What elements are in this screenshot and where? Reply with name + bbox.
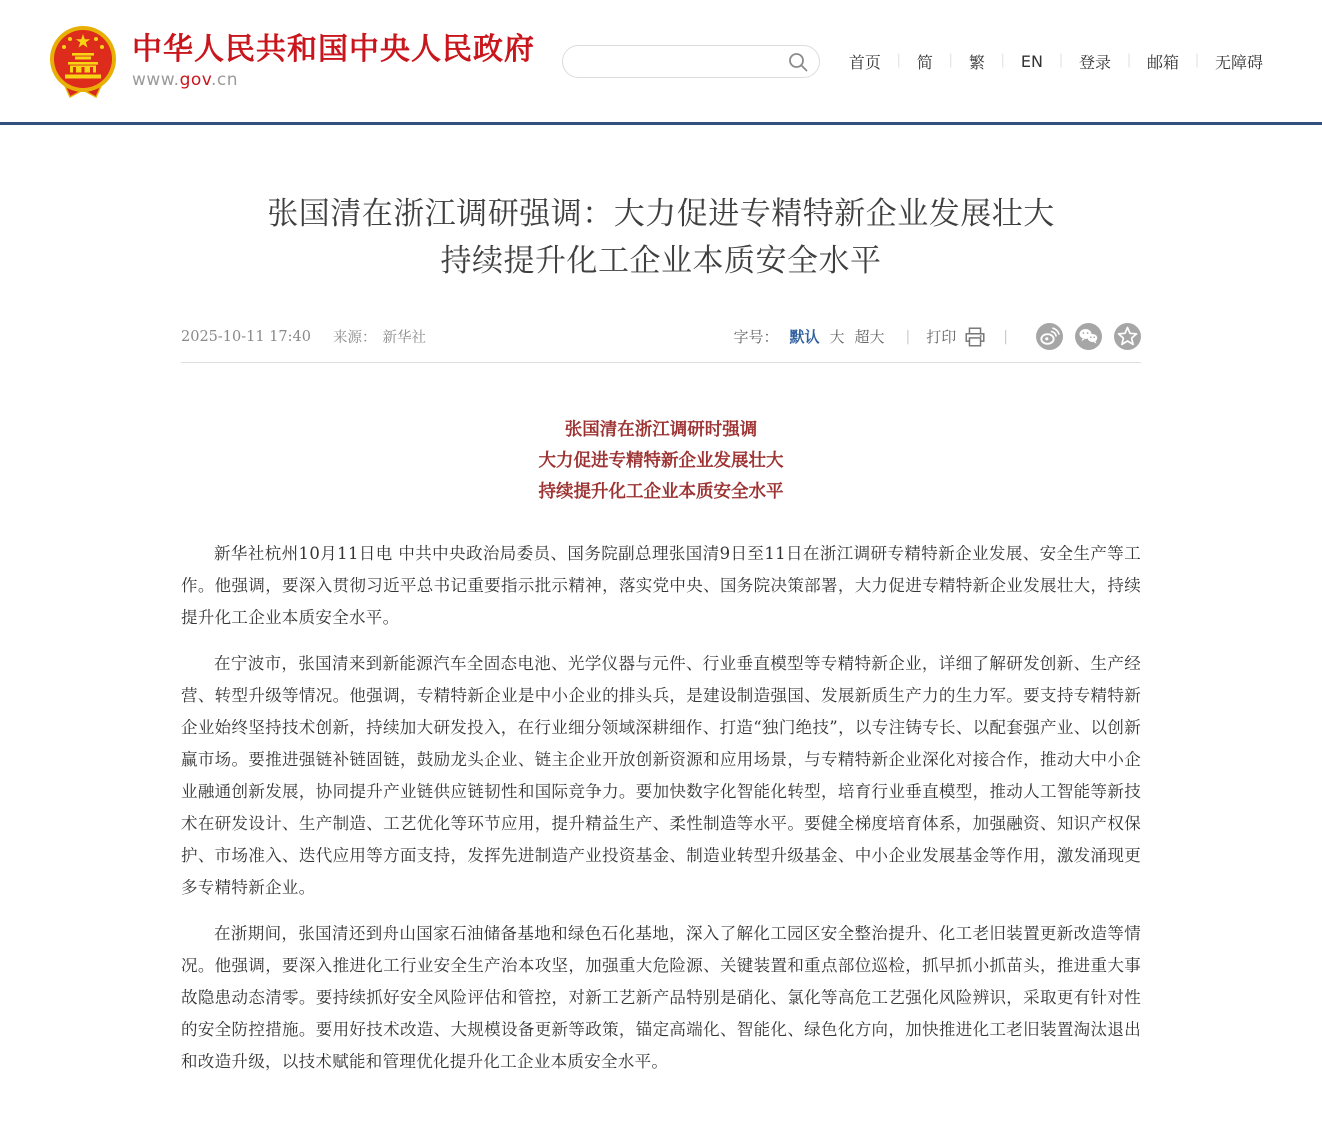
article-meta — [181, 326, 426, 347]
site-header — [0, 0, 1322, 125]
font-size-label: 字号： — [733, 328, 779, 346]
top-nav — [838, 50, 1274, 73]
article-meta-row — [181, 323, 1141, 350]
article-paragraph: 新华社杭州10月11日电 中共中央政治局委员、国务院副总理张国清9日至11日在浙江调研专精特新企业发展、安全生产等工作。他强调，要深入贯彻习近平总书记重要指示批示精神，落实党中央、国务院决策部署，大力促进专精特新企业发展壮大，持续提升化工企业本质安全水平。 — [181, 544, 1141, 627]
nav-separator: ｜ — [891, 54, 906, 70]
nav-separator: ｜ — [943, 54, 958, 70]
site-url: www.gov.cn — [132, 69, 239, 90]
font-size-xlarge-button[interactable]: 超大 — [854, 328, 885, 346]
search-icon[interactable] — [787, 51, 809, 73]
nav-separator: ｜ — [1189, 54, 1204, 70]
article-paragraph: 在浙期间，张国清还到舟山国家石油储备基地和绿色石化基地，深入了解化工园区安全整治提升、化工老旧装置更新改造等情况。他强调，要深入推进化工行业安全生产治本攻坚，加强重大危险源、关键装置和重点部位巡检，抓早抓小抓苗头，推进重大事故隐患动态清零。要持续抓好安全风险评估和管控，对新工艺新产品特别是硝化、氯化等高危工艺强化风险辨识，采取更有针对性的安全防控措施。要用好技术改造、大规模设备更新等政策，锚定高端化、智能化、绿色化方向，加快推进化工老旧装置淘汰退出和改造升级，以技术赋能和管理优化提升化工企业本质安全水平。 — [181, 924, 1141, 1071]
publish-date: 2025-10-11 17:40 — [181, 328, 311, 345]
share-wechat-icon[interactable] — [1075, 323, 1102, 350]
search-input[interactable] — [579, 47, 789, 76]
nav-simplified-chinese[interactable]: 简 — [916, 52, 933, 72]
source-label: 来源： — [333, 330, 377, 346]
site-title: 中华人民共和国中央人民政府 — [132, 31, 535, 67]
nav-separator: ｜ — [995, 54, 1010, 70]
nav-mail[interactable]: 邮箱 — [1146, 52, 1179, 72]
article-body — [181, 415, 1141, 1078]
share-weibo-icon[interactable] — [1036, 323, 1063, 350]
article-subheading: 持续提升化工企业本质安全水平 — [538, 482, 784, 502]
toolbar-separator: | — [1003, 328, 1008, 345]
article-toolbar — [733, 323, 1141, 350]
font-size-default-button[interactable]: 默认 — [789, 328, 820, 346]
article-subheading: 大力促进专精特新企业发展壮大 — [538, 451, 784, 471]
nav-english[interactable]: EN — [1020, 51, 1043, 71]
site-brand[interactable] — [48, 23, 535, 99]
nav-traditional-chinese[interactable]: 繁 — [968, 52, 985, 72]
nav-accessibility[interactable]: 无障碍 — [1214, 52, 1263, 72]
printer-icon — [963, 325, 987, 349]
nav-separator: ｜ — [1053, 54, 1068, 70]
nav-separator: ｜ — [1121, 54, 1136, 70]
share-qzone-star-icon[interactable] — [1114, 323, 1141, 350]
article-subheading: 张国清在浙江调研时强调 — [564, 420, 758, 440]
share-buttons — [1024, 323, 1141, 350]
article-paragraph: 在宁波市，张国清来到新能源汽车全固态电池、光学仪器与元件、行业垂直模型等专精特新企业，详细了解研发创新、生产经营、转型升级等情况。他强调，专精特新企业是中小企业的排头兵，是建设制造强国、发展新质生产力的生力军。要支持专精特新企业始终坚持技术创新，持续加大研发投入，在行业细分领域深耕细作、打造“独门绝技”，以专注铸专长、以配套强产业、以创新赢市场。要推进强链补链固链，鼓励龙头企业、链主企业开放创新资源和应用场景，与专精特新企业深化对接合作，推动大中小企业融通创新发展，协同提升产业链供应链韧性和国际竞争力。要加快数字化智能化转型，培育行业垂直模型，推动人工智能等新技术在研发设计、生产制造、工艺优化等环节应用，提升精益生产、柔性制造等水平。要健全梯度培育体系，加强融资、知识产权保护、市场准入、迭代应用等方面支持，发挥先进制造产业投资基金、制造业转型升级基金、中小企业发展基金等作用，激发涌现更多专精特新企业。 — [181, 654, 1141, 897]
article-page — [181, 191, 1141, 1128]
source-name[interactable]: 新华社 — [382, 330, 426, 346]
article-title — [181, 191, 1141, 285]
print-button[interactable] — [926, 325, 987, 349]
nav-home[interactable]: 首页 — [848, 52, 881, 72]
print-label: 打印 — [926, 328, 957, 346]
search-box — [562, 45, 820, 78]
font-size-large-button[interactable]: 大 — [829, 328, 845, 346]
meta-divider — [181, 362, 1141, 363]
toolbar-separator: | — [905, 328, 911, 345]
nav-login[interactable]: 登录 — [1078, 52, 1111, 72]
article-title-line2: 持续提升化工企业本质安全水平 — [440, 243, 882, 279]
national-emblem-icon — [48, 25, 118, 99]
article-title-line1: 张国清在浙江调研强调：大力促进专精特新企业发展壮大 — [267, 196, 1055, 232]
